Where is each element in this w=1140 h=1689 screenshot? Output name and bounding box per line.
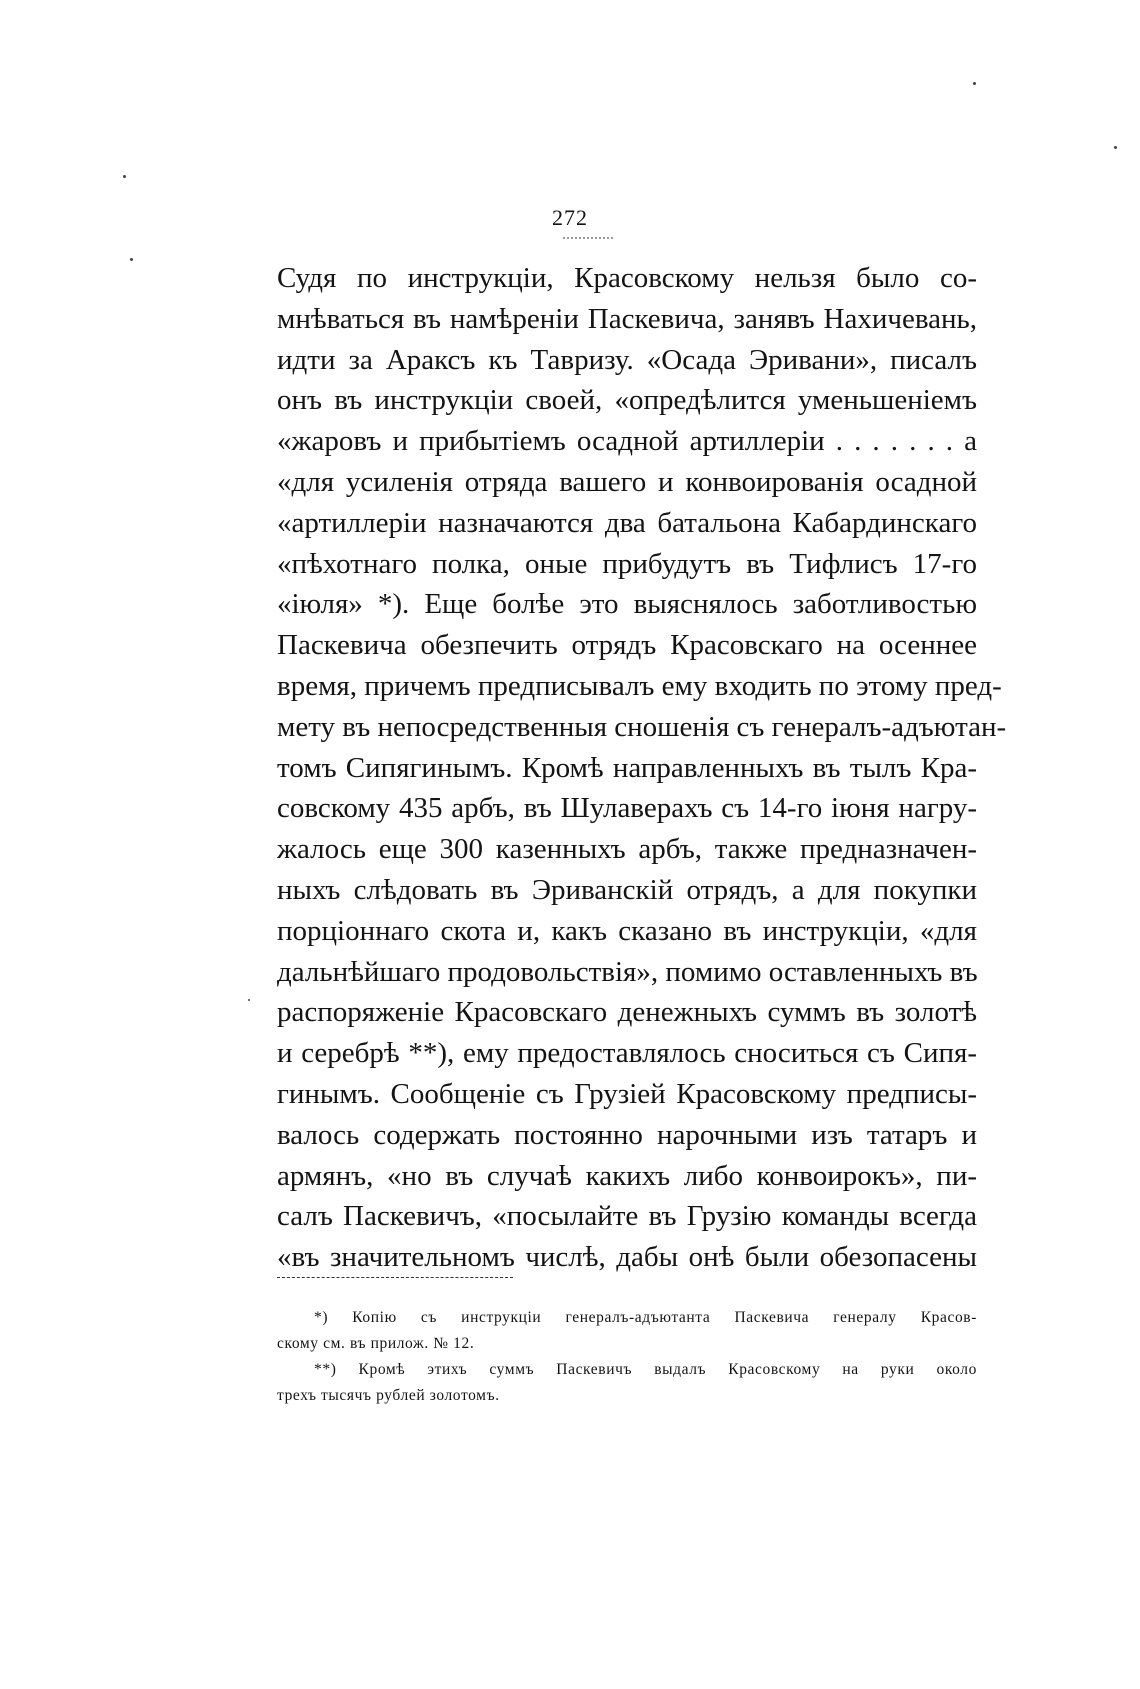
body-line: «іюля» *). Еще болѣе это выяснялось заботливостью bbox=[277, 588, 977, 621]
body-line: идти за Араксъ къ Тавризу. «Осада Эривани», писалъ bbox=[277, 343, 977, 376]
footnote-1-line-1: *) Копію съ инструкціи генералъ-адъютанта Паскевича генералу Красов- bbox=[314, 1309, 977, 1326]
scan-speck bbox=[123, 175, 126, 178]
body-line: мнѣваться въ намѣреніи Паскевича, занявъ Нахичевань, bbox=[277, 302, 977, 335]
scan-speck bbox=[973, 82, 976, 85]
body-line: ныхъ слѣдовать въ Эриванскій отрядъ, а для покупки bbox=[277, 873, 977, 906]
scan-speck bbox=[130, 258, 133, 261]
body-line: валось содержать постоянно нарочными изъ татаръ и bbox=[277, 1118, 977, 1151]
body-line: распоряженіе Красовскаго денежныхъ суммъ въ золотѣ bbox=[277, 996, 977, 1029]
scan-speck bbox=[248, 999, 250, 1001]
body-line: онъ въ инструкціи своей, «опредѣлится уменьшеніемъ bbox=[277, 384, 977, 417]
footnote-2-line-2: трехъ тысячъ рублей золотомъ. bbox=[277, 1387, 500, 1404]
body-line: салъ Паскевичъ, «посылайте въ Грузію команды всегда bbox=[277, 1200, 977, 1233]
body-line: Судя по инструкціи, Красовскому нельзя было со- bbox=[277, 262, 977, 294]
body-line: дальнѣйшаго продовольствія», помимо оставленныхъ въ bbox=[277, 955, 978, 988]
body-line: «пѣхотнаго полка, оные прибудутъ въ Тифлисъ 17-го bbox=[277, 547, 977, 580]
footnote-2-line-1: **) Кромѣ этихъ суммъ Паскевичъ выдалъ Красовскому на руки около bbox=[314, 1361, 977, 1378]
body-line: «для усиленія отряда вашего и конвоированія осадной bbox=[277, 465, 977, 498]
body-text bbox=[277, 258, 1007, 1278]
body-line: армянъ, «но въ случаѣ какихъ либо конвоирокъ», пи- bbox=[277, 1159, 977, 1192]
page-number: 272 bbox=[552, 205, 588, 230]
footnote-separator bbox=[277, 1277, 513, 1278]
body-line: «въ значительномъ числѣ, дабы онѣ были обезопасены bbox=[277, 1241, 977, 1274]
body-line: томъ Сипягинымъ. Кромѣ направленныхъ въ тылъ Кра- bbox=[277, 751, 977, 784]
body-line: совскому 435 арбъ, въ Шулаверахъ съ 14-го іюня нагру- bbox=[277, 792, 977, 825]
scan-speck bbox=[1114, 146, 1117, 149]
body-line: время, причемъ предписывалъ ему входить по этому пред- bbox=[277, 669, 1002, 702]
footnotes bbox=[277, 1305, 977, 1409]
body-line: и серебрѣ **), ему предоставлялось сноситься съ Сипя- bbox=[277, 1037, 977, 1070]
page-number-ornament bbox=[563, 237, 613, 239]
body-line: «жаровъ и прибытіемъ осадной артиллеріи . . . . . . . а bbox=[277, 425, 977, 458]
body-line: порціоннаго скота и, какъ сказано въ инструкціи, «для bbox=[277, 914, 977, 947]
body-line: Паскевича обезпечить отрядъ Красовскаго на осеннее bbox=[277, 629, 977, 662]
body-line: жалось еще 300 казенныхъ арбъ, также предназначен- bbox=[277, 833, 977, 866]
body-line: гинымъ. Сообщеніе съ Грузіей Красовскому предписы- bbox=[277, 1077, 977, 1110]
footnote-1-line-2: скому см. въ прилож. № 12. bbox=[277, 1335, 475, 1352]
body-line: «артиллеріи назначаются два батальона Кабардинскаго bbox=[277, 506, 977, 539]
body-line: мету въ непосредственныя сношенія съ генералъ-адъютан- bbox=[277, 710, 1007, 743]
